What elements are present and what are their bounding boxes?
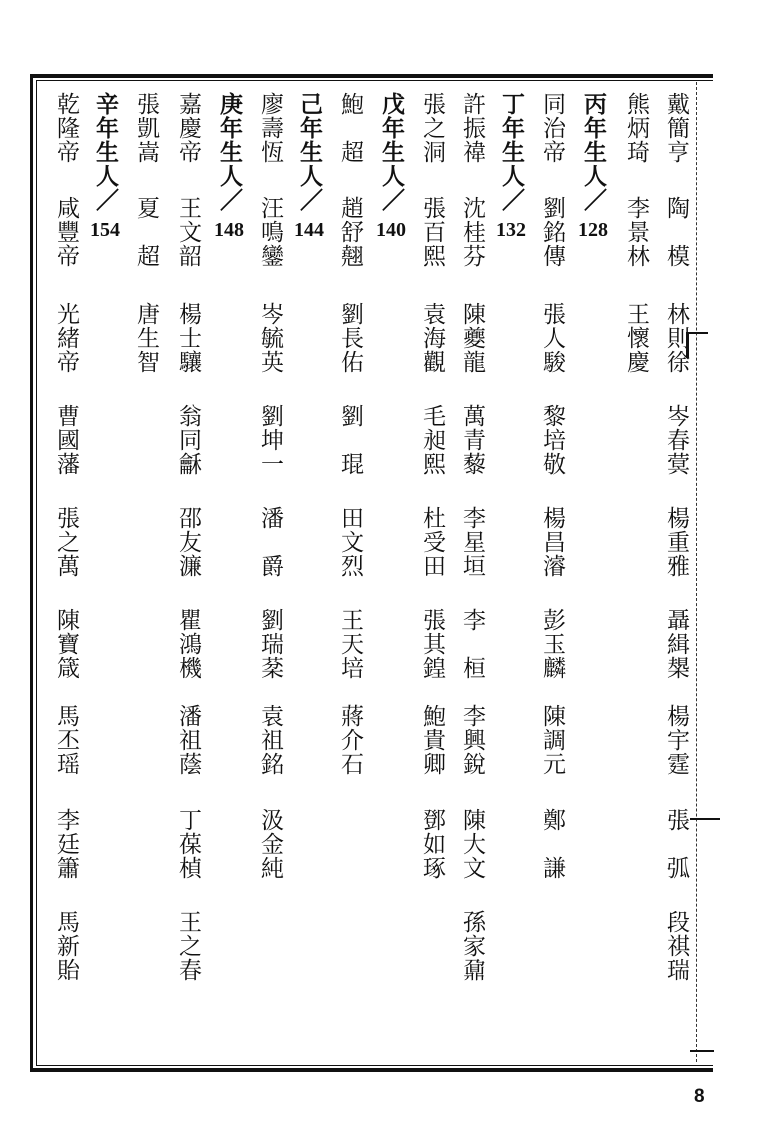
name-entry: 劉銘傳 bbox=[539, 196, 565, 268]
name-entry: 段祺瑞 bbox=[663, 910, 689, 982]
page-reference: 154 bbox=[90, 219, 120, 241]
name-entry: 田文烈 bbox=[337, 506, 363, 578]
name-entry: 陳夔龍 bbox=[459, 302, 485, 374]
column-6 bbox=[444, 92, 486, 1052]
name-entry: 楊重雅 bbox=[663, 506, 689, 578]
name-entry: 丁葆楨 bbox=[175, 808, 201, 880]
binding-mark-middle bbox=[690, 818, 720, 820]
column-14 bbox=[118, 92, 160, 1052]
name-entry: 林則徐 bbox=[663, 302, 689, 374]
name-entry: 萬青藜 bbox=[459, 404, 485, 476]
name-entry: 張之洞 bbox=[419, 92, 445, 164]
name-entry: 黎培敬 bbox=[539, 404, 565, 476]
name-entry: 許振禕 bbox=[459, 92, 485, 164]
page-reference: 128 bbox=[578, 219, 608, 241]
column-3 bbox=[566, 92, 608, 1052]
column-10 bbox=[282, 92, 324, 1052]
name-entry: 袁祖銘 bbox=[257, 704, 283, 776]
name-entry: 咸豐帝 bbox=[53, 196, 79, 268]
name-entry: 沈桂芬 bbox=[459, 196, 485, 268]
name-entry: 汪鳴鑾 bbox=[257, 196, 283, 268]
year-group-header bbox=[202, 92, 244, 244]
page-reference: 144 bbox=[294, 219, 324, 241]
binding-mark-bottom bbox=[690, 1050, 714, 1052]
name-entry: 馬丕瑶 bbox=[53, 704, 79, 776]
name-entry: 鮑 超 bbox=[337, 92, 363, 164]
name-entry: 李星垣 bbox=[459, 506, 485, 578]
year-group-label: 辛年生人／ bbox=[92, 92, 119, 212]
name-entry: 乾隆帝 bbox=[53, 92, 79, 164]
year-group-label: 庚年生人／ bbox=[216, 92, 243, 212]
column-9 bbox=[322, 92, 364, 1052]
name-entry: 蔣介石 bbox=[337, 704, 363, 776]
page-reference: 148 bbox=[214, 219, 244, 241]
column-11 bbox=[242, 92, 284, 1052]
name-entry: 嘉慶帝 bbox=[175, 92, 201, 164]
page-reference: 132 bbox=[496, 219, 526, 241]
name-entry: 杜受田 bbox=[419, 506, 445, 578]
name-entry: 張之萬 bbox=[53, 506, 79, 578]
name-entry: 鮑貴卿 bbox=[419, 704, 445, 776]
name-entry: 潘祖蔭 bbox=[175, 704, 201, 776]
year-group-label: 丙年生人／ bbox=[580, 92, 607, 212]
name-entry: 瞿鴻機 bbox=[175, 608, 201, 680]
year-group-label: 己年生人／ bbox=[296, 92, 323, 212]
name-entry: 夏 超 bbox=[133, 196, 159, 268]
name-entry: 潘 爵 bbox=[257, 506, 283, 578]
year-group-header bbox=[566, 92, 608, 244]
year-group-header bbox=[282, 92, 324, 244]
year-group-label: 丁年生人／ bbox=[498, 92, 525, 212]
name-entry: 同治帝 bbox=[539, 92, 565, 164]
year-group-header bbox=[484, 92, 526, 244]
name-entry: 劉長佑 bbox=[337, 302, 363, 374]
name-entry: 王之春 bbox=[175, 910, 201, 982]
name-entry: 陶 模 bbox=[663, 196, 689, 268]
page-number: 8 bbox=[694, 1086, 705, 1107]
page-reference: 140 bbox=[376, 219, 406, 241]
name-entry: 唐生智 bbox=[133, 302, 159, 374]
name-entry: 李興銳 bbox=[459, 704, 485, 776]
name-entry: 李 桓 bbox=[459, 608, 485, 680]
column-12 bbox=[202, 92, 244, 1052]
name-entry: 翁同龢 bbox=[175, 404, 201, 476]
name-entry: 張 弧 bbox=[663, 808, 689, 880]
name-entry: 陳大文 bbox=[459, 808, 485, 880]
name-entry: 聶緝槼 bbox=[663, 608, 689, 680]
column-7 bbox=[404, 92, 446, 1052]
name-entry: 彭玉麟 bbox=[539, 608, 565, 680]
year-group-header bbox=[364, 92, 406, 244]
name-entry: 孫家鼐 bbox=[459, 910, 485, 982]
name-entry: 廖壽恆 bbox=[257, 92, 283, 164]
binding-rule bbox=[696, 82, 697, 1062]
name-entry: 鄭 謙 bbox=[539, 808, 565, 880]
column-13 bbox=[160, 92, 202, 1052]
column-1 bbox=[648, 92, 690, 1052]
name-entry: 熊炳琦 bbox=[623, 92, 649, 164]
name-entry: 趙舒翹 bbox=[337, 196, 363, 268]
column-16 bbox=[38, 92, 80, 1052]
name-entry: 毛昶熙 bbox=[419, 404, 445, 476]
column-4 bbox=[524, 92, 566, 1052]
name-entry: 王文韶 bbox=[175, 196, 201, 268]
name-entry: 陳寶箴 bbox=[53, 608, 79, 680]
column-5 bbox=[484, 92, 526, 1052]
name-entry: 楊昌濬 bbox=[539, 506, 565, 578]
year-group-label: 戊年生人／ bbox=[378, 92, 405, 212]
name-entry: 岑毓英 bbox=[257, 302, 283, 374]
name-entry: 岑春蓂 bbox=[663, 404, 689, 476]
name-entry: 馬新貽 bbox=[53, 910, 79, 982]
column-15 bbox=[78, 92, 120, 1052]
name-entry: 光緒帝 bbox=[53, 302, 79, 374]
name-entry: 張人駿 bbox=[539, 302, 565, 374]
name-entry: 劉瑞棻 bbox=[257, 608, 283, 680]
name-entry: 陳調元 bbox=[539, 704, 565, 776]
name-entry: 楊士驤 bbox=[175, 302, 201, 374]
name-entry: 李廷簫 bbox=[53, 808, 79, 880]
name-entry: 曹國藩 bbox=[53, 404, 79, 476]
name-entry: 張其鍠 bbox=[419, 608, 445, 680]
name-entry: 戴簡亨 bbox=[663, 92, 689, 164]
column-2 bbox=[608, 92, 650, 1052]
year-group-header bbox=[78, 92, 120, 244]
name-entry: 李景林 bbox=[623, 196, 649, 268]
name-entry: 劉 琨 bbox=[337, 404, 363, 476]
name-entry: 鄧如琢 bbox=[419, 808, 445, 880]
name-entry: 劉坤一 bbox=[257, 404, 283, 476]
name-entry: 張百熙 bbox=[419, 196, 445, 268]
name-entry: 張凱嵩 bbox=[133, 92, 159, 164]
name-entry: 邵友濂 bbox=[175, 506, 201, 578]
name-entry: 王懷慶 bbox=[623, 302, 649, 374]
name-entry: 楊宇霆 bbox=[663, 704, 689, 776]
column-8 bbox=[364, 92, 406, 1052]
name-entry: 袁海觀 bbox=[419, 302, 445, 374]
name-entry: 汲金純 bbox=[257, 808, 283, 880]
name-entry: 王天培 bbox=[337, 608, 363, 680]
